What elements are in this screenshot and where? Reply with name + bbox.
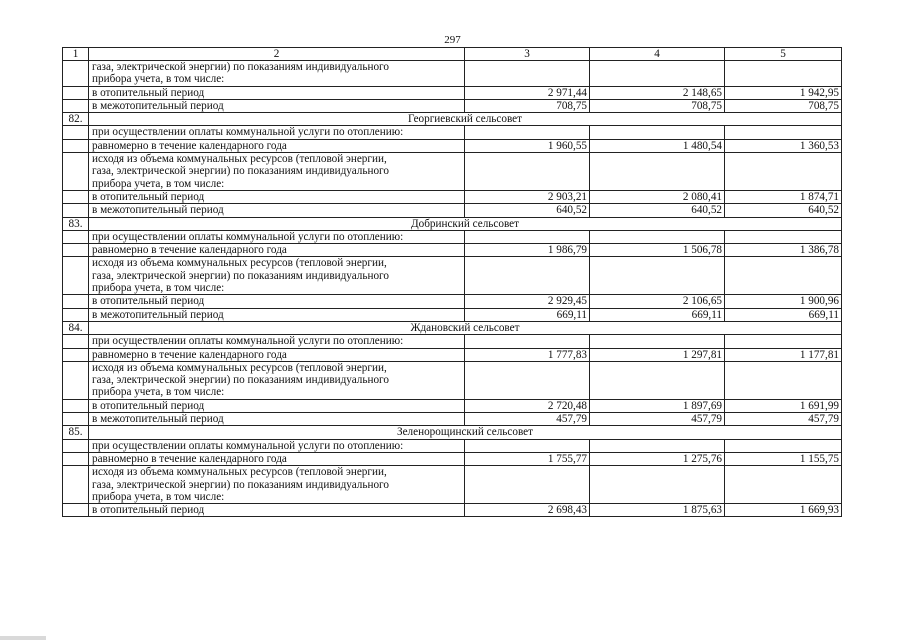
row-number-cell xyxy=(63,190,89,203)
value-col5: 1 942,95 xyxy=(725,86,842,99)
section-title: Добринский сельсовет xyxy=(89,217,842,230)
value-col3 xyxy=(465,153,590,191)
value-col4: 1 480,54 xyxy=(590,139,725,152)
page-number: 297 xyxy=(444,34,461,46)
table-row xyxy=(63,504,842,517)
column-header-5: 5 xyxy=(725,48,842,61)
section-header-row xyxy=(63,217,842,230)
column-header-3: 3 xyxy=(465,48,590,61)
row-number-cell xyxy=(63,308,89,321)
row-number-cell xyxy=(63,204,89,217)
value-col5: 1 360,53 xyxy=(725,139,842,152)
value-col3 xyxy=(465,257,590,295)
row-number-cell xyxy=(63,452,89,465)
row-description: равномерно в течение календарного года xyxy=(89,139,465,152)
value-col3 xyxy=(465,439,590,452)
table-row xyxy=(63,399,842,412)
section-number: 82. xyxy=(63,113,89,126)
row-number-cell xyxy=(63,126,89,139)
row-number-cell xyxy=(63,399,89,412)
row-description: в отопительный период xyxy=(89,86,465,99)
table-row xyxy=(63,190,842,203)
value-col3: 708,75 xyxy=(465,99,590,112)
row-description: в межотопительный период xyxy=(89,99,465,112)
value-col4: 1 275,76 xyxy=(590,452,725,465)
value-col3 xyxy=(465,335,590,348)
value-col5 xyxy=(725,61,842,87)
row-number-cell xyxy=(63,230,89,243)
value-col5: 457,79 xyxy=(725,413,842,426)
section-title: Георгиевский сельсовет xyxy=(89,113,842,126)
row-number-cell xyxy=(63,257,89,295)
table-row xyxy=(63,99,842,112)
value-col5 xyxy=(725,335,842,348)
row-description: в межотопительный период xyxy=(89,204,465,217)
value-col5: 1 691,99 xyxy=(725,399,842,412)
value-col4 xyxy=(590,335,725,348)
table-header-row xyxy=(63,48,842,61)
section-title: Зеленорощинский сельсовет xyxy=(89,426,842,439)
row-number-cell xyxy=(63,348,89,361)
value-col4 xyxy=(590,153,725,191)
value-col4: 708,75 xyxy=(590,99,725,112)
value-col4: 1 297,81 xyxy=(590,348,725,361)
row-number-cell xyxy=(63,86,89,99)
row-number-cell xyxy=(63,335,89,348)
value-col4 xyxy=(590,126,725,139)
table-row xyxy=(63,244,842,257)
table-row xyxy=(63,466,842,504)
value-col5 xyxy=(725,257,842,295)
row-number-cell xyxy=(63,61,89,87)
row-number-cell xyxy=(63,153,89,191)
value-col3 xyxy=(465,230,590,243)
value-col4 xyxy=(590,361,725,399)
section-header-row xyxy=(63,426,842,439)
row-number-cell xyxy=(63,439,89,452)
value-col3: 1 986,79 xyxy=(465,244,590,257)
table-row xyxy=(63,61,842,87)
value-col4 xyxy=(590,230,725,243)
section-header-row xyxy=(63,321,842,334)
row-description: в отопительный период xyxy=(89,504,465,517)
value-col5: 669,11 xyxy=(725,308,842,321)
table-row xyxy=(63,126,842,139)
table-row xyxy=(63,308,842,321)
value-col4: 640,52 xyxy=(590,204,725,217)
column-header-2: 2 xyxy=(89,48,465,61)
row-description: равномерно в течение календарного года xyxy=(89,348,465,361)
row-description: газа, электрической энергии) по показаниям индивидуального прибора учета, в том числе: xyxy=(89,61,465,87)
table-row xyxy=(63,335,842,348)
tariff-table xyxy=(62,47,842,517)
value-col3: 1 755,77 xyxy=(465,452,590,465)
column-header-1: 1 xyxy=(63,48,89,61)
section-number: 83. xyxy=(63,217,89,230)
value-col4: 1 506,78 xyxy=(590,244,725,257)
value-col3 xyxy=(465,361,590,399)
value-col5: 1 900,96 xyxy=(725,295,842,308)
value-col4: 2 080,41 xyxy=(590,190,725,203)
row-number-cell xyxy=(63,466,89,504)
row-description: в отопительный период xyxy=(89,190,465,203)
value-col5: 708,75 xyxy=(725,99,842,112)
value-col5: 640,52 xyxy=(725,204,842,217)
column-header-4: 4 xyxy=(590,48,725,61)
value-col5 xyxy=(725,230,842,243)
scan-edge-mark xyxy=(0,636,46,640)
row-number-cell xyxy=(63,504,89,517)
value-col3: 457,79 xyxy=(465,413,590,426)
value-col3: 1 777,83 xyxy=(465,348,590,361)
value-col5: 1 669,93 xyxy=(725,504,842,517)
table-row xyxy=(63,230,842,243)
table-row xyxy=(63,439,842,452)
table-row xyxy=(63,204,842,217)
row-description: равномерно в течение календарного года xyxy=(89,452,465,465)
row-number-cell xyxy=(63,244,89,257)
table-row xyxy=(63,257,842,295)
section-header-row xyxy=(63,113,842,126)
table-row xyxy=(63,295,842,308)
table-row xyxy=(63,348,842,361)
value-col5: 1 177,81 xyxy=(725,348,842,361)
row-description: в межотопительный период xyxy=(89,413,465,426)
value-col4 xyxy=(590,257,725,295)
value-col5: 1 155,75 xyxy=(725,452,842,465)
row-description: при осуществлении оплаты коммунальной услуги по отоплению: xyxy=(89,126,465,139)
row-description: исходя из объема коммунальных ресурсов (тепловой энергии, газа, электрической энергии) по показаниям индивидуального прибора учета, в том числе: xyxy=(89,466,465,504)
value-col3: 2 929,45 xyxy=(465,295,590,308)
section-number: 85. xyxy=(63,426,89,439)
table-row xyxy=(63,153,842,191)
value-col4: 2 148,65 xyxy=(590,86,725,99)
value-col3: 640,52 xyxy=(465,204,590,217)
row-description: в отопительный период xyxy=(89,399,465,412)
table-row xyxy=(63,139,842,152)
value-col3: 2 720,48 xyxy=(465,399,590,412)
value-col4: 1 875,63 xyxy=(590,504,725,517)
value-col4 xyxy=(590,439,725,452)
value-col5 xyxy=(725,466,842,504)
value-col3: 2 698,43 xyxy=(465,504,590,517)
row-description: в отопительный период xyxy=(89,295,465,308)
row-description: при осуществлении оплаты коммунальной услуги по отоплению: xyxy=(89,335,465,348)
value-col4 xyxy=(590,61,725,87)
row-description: при осуществлении оплаты коммунальной услуги по отоплению: xyxy=(89,439,465,452)
row-description: при осуществлении оплаты коммунальной услуги по отоплению: xyxy=(89,230,465,243)
row-description: исходя из объема коммунальных ресурсов (тепловой энергии, газа, электрической энергии) по показаниям индивидуального прибора учета, в том числе: xyxy=(89,153,465,191)
row-number-cell xyxy=(63,99,89,112)
section-number: 84. xyxy=(63,321,89,334)
value-col4: 457,79 xyxy=(590,413,725,426)
value-col4: 2 106,65 xyxy=(590,295,725,308)
row-description: в межотопительный период xyxy=(89,308,465,321)
value-col5: 1 874,71 xyxy=(725,190,842,203)
value-col4: 1 897,69 xyxy=(590,399,725,412)
value-col5 xyxy=(725,361,842,399)
row-description: исходя из объема коммунальных ресурсов (тепловой энергии, газа, электрической энергии) по показаниям индивидуального прибора учета, в том числе: xyxy=(89,361,465,399)
row-number-cell xyxy=(63,139,89,152)
value-col4 xyxy=(590,466,725,504)
value-col4: 669,11 xyxy=(590,308,725,321)
value-col5 xyxy=(725,439,842,452)
table-row xyxy=(63,361,842,399)
table-row xyxy=(63,413,842,426)
value-col3: 2 971,44 xyxy=(465,86,590,99)
value-col3: 1 960,55 xyxy=(465,139,590,152)
table-row xyxy=(63,86,842,99)
value-col5: 1 386,78 xyxy=(725,244,842,257)
value-col3: 669,11 xyxy=(465,308,590,321)
value-col3 xyxy=(465,61,590,87)
value-col3: 2 903,21 xyxy=(465,190,590,203)
value-col5 xyxy=(725,153,842,191)
section-title: Ждановский сельсовет xyxy=(89,321,842,334)
value-col5 xyxy=(725,126,842,139)
table-row xyxy=(63,452,842,465)
row-number-cell xyxy=(63,295,89,308)
row-number-cell xyxy=(63,413,89,426)
value-col3 xyxy=(465,466,590,504)
row-description: равномерно в течение календарного года xyxy=(89,244,465,257)
row-description: исходя из объема коммунальных ресурсов (тепловой энергии, газа, электрической энергии) по показаниям индивидуального прибора учета, в том числе: xyxy=(89,257,465,295)
value-col3 xyxy=(465,126,590,139)
row-number-cell xyxy=(63,361,89,399)
